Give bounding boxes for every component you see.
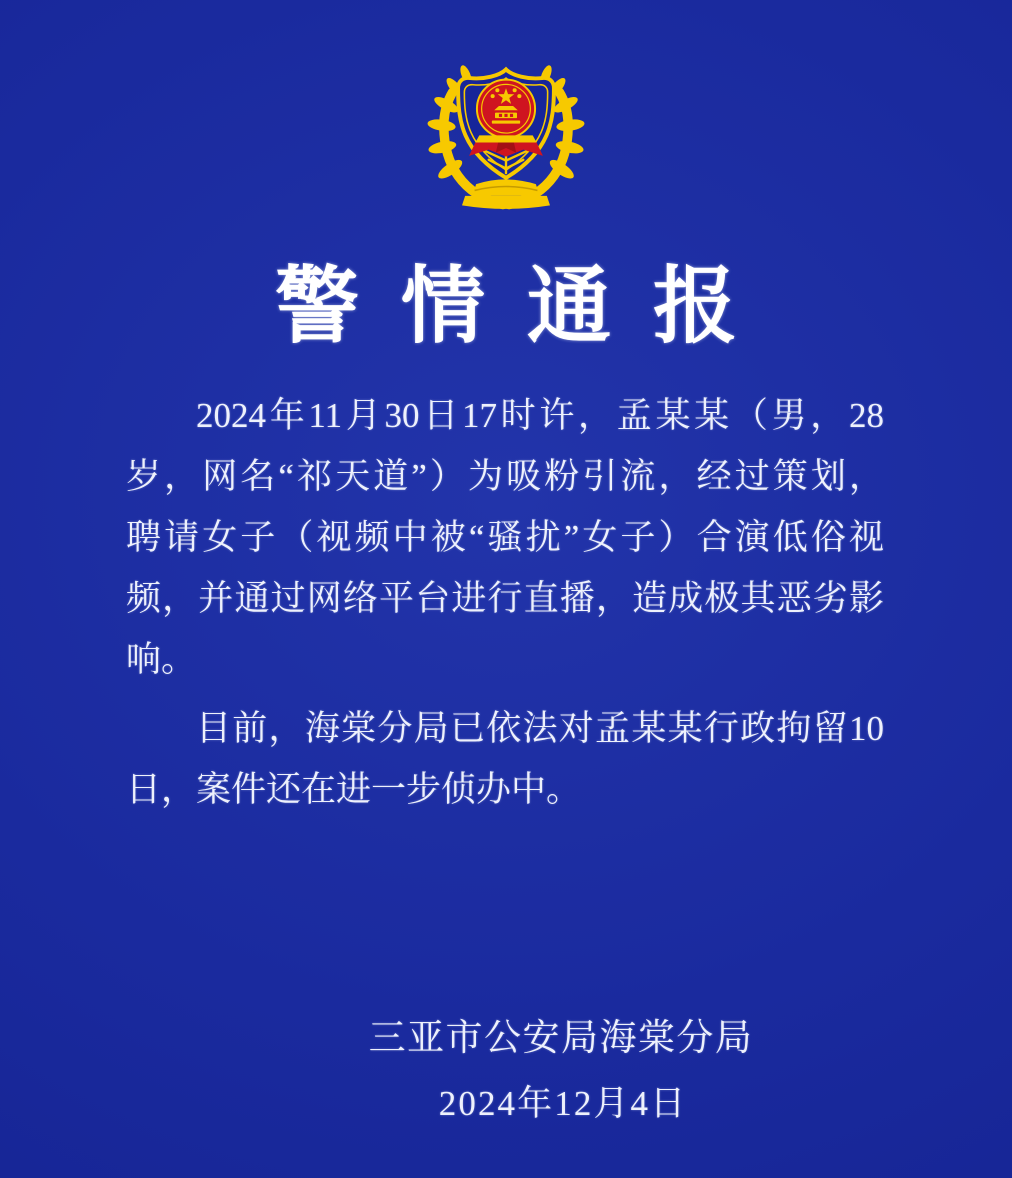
body-line: 聘请女子（视频中被“骚扰”女子）合演低俗视 bbox=[126, 518, 884, 557]
footer-date: 2024年12月4日 bbox=[438, 1084, 688, 1123]
body-line: 目前，海棠分局已依法对孟某某行政拘留10 bbox=[196, 709, 884, 748]
footer-organization: 三亚市公安局海棠分局 bbox=[368, 1018, 754, 1059]
notice-title: 警情通报 bbox=[274, 261, 779, 354]
body-line: 日，案件还在进一步侦办中。 bbox=[126, 770, 582, 809]
body-line: 频，并通过网络平台进行直播，造成极其恶劣影 bbox=[126, 579, 884, 618]
body-line: 岁，网名“祁天道”）为吸粉引流，经过策划， bbox=[126, 457, 884, 496]
notice-body bbox=[126, 385, 884, 820]
body-line: 响。 bbox=[126, 640, 197, 679]
body-line: 2024年11月30日17时许，孟某某（男，28 bbox=[196, 396, 884, 435]
chinese-police-badge-icon bbox=[427, 60, 585, 214]
